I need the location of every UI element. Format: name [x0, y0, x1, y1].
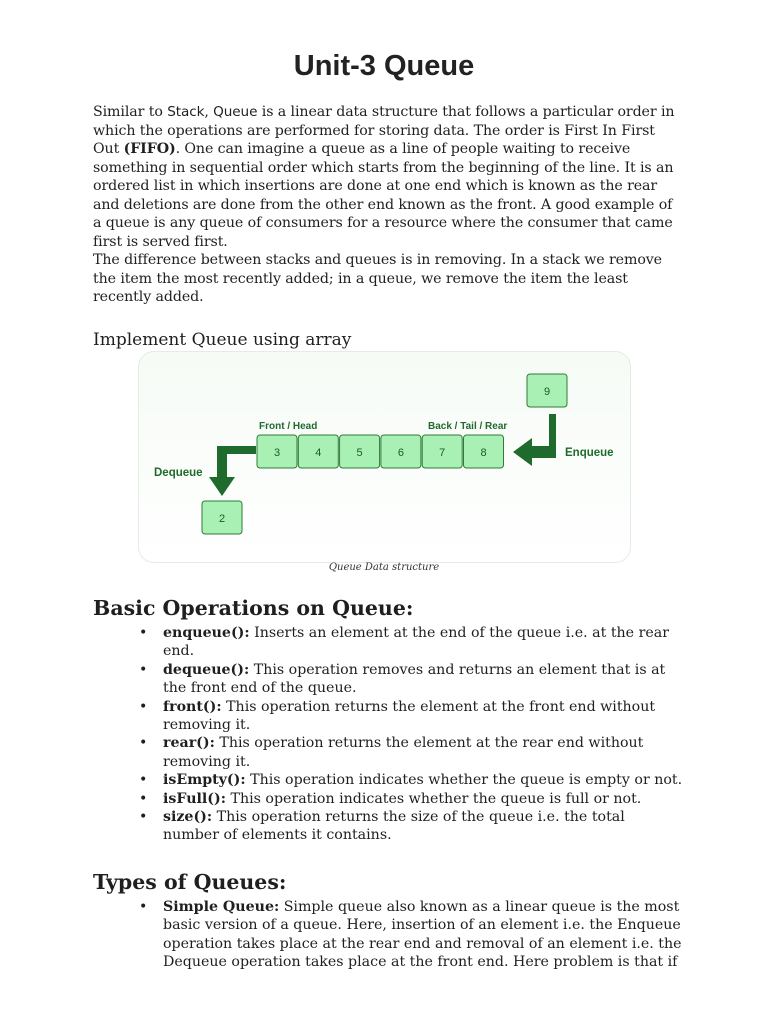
enqueue-label: Enqueue [565, 447, 614, 459]
back-label: Back / Tail / Rear [428, 421, 508, 432]
list-item [93, 771, 685, 789]
item-desc: This operation returns the element at the front end without removing it. [163, 698, 656, 734]
item-desc: This operation returns the size of the queue i.e. the total number of elements it contains. [163, 809, 625, 844]
item-desc: Simple queue also known as a linear queue is the most basic version of a queue. Here, insertion of an element i.e. the Enqueue operation takes place at the rear end and removal of an element i.e. the Dequeue operation takes place at the front end. Here problem is that if [163, 899, 682, 971]
item-name: dequeue(): [163, 661, 250, 678]
page-title: Unit-3 Queue [293, 50, 475, 82]
stack-term: Stack [167, 104, 205, 120]
queue-term: Queue [213, 104, 258, 120]
queue-item: 5 [356, 447, 363, 459]
item-name: Simple Queue: [163, 899, 280, 915]
item-desc: This operation removes and returns an element that is at the front end of the queue. [163, 661, 666, 697]
basic-ops-heading: Basic Operations on Queue: [93, 596, 414, 620]
item-name: enqueue(): [163, 625, 250, 641]
list-item [93, 898, 685, 972]
front-label: Front / Head [259, 421, 318, 432]
incoming-item: 9 [543, 386, 551, 398]
enqueue-arrow [513, 414, 556, 466]
difference-paragraph: The difference between stacks and queues is in removing. In a stack we remove the item the most recently added; in a queue, we remove the item the least recently added. [93, 252, 662, 305]
dequeue-label: Dequeue [154, 467, 203, 479]
figure-caption: Queue Data structure [328, 562, 440, 573]
types-list [93, 898, 685, 972]
item-name: isFull(): [163, 790, 226, 807]
queue-item: 7 [439, 447, 446, 459]
item-desc: This operation indicates whether the queue is full or not. [225, 790, 642, 807]
item-name: front(): [163, 698, 222, 715]
item-desc: This operation returns the element at the rear end without removing it. [163, 735, 644, 770]
item-name: rear(): [163, 735, 215, 752]
queue-item: 8 [480, 447, 487, 459]
list-item [93, 661, 685, 698]
basic-ops-list [93, 624, 685, 845]
queue-item: 6 [397, 447, 404, 459]
list-item [93, 624, 685, 661]
dequeue-arrow [209, 446, 256, 496]
item-desc: Inserts an element at the end of the queue i.e. at the rear end. [163, 625, 669, 660]
queue-diagram [138, 351, 631, 563]
item-name: isEmpty(): [163, 772, 246, 789]
implement-heading: Implement Queue using array [93, 330, 352, 350]
types-heading: Types of Queues: [93, 870, 287, 894]
queue-item: 4 [315, 447, 322, 459]
fifo-term: (FIFO) [123, 141, 176, 157]
list-item [93, 808, 685, 845]
removed-item: 2 [218, 513, 226, 525]
queue-item: 3 [273, 447, 281, 459]
queue-diagram-svg [139, 352, 630, 562]
list-item [93, 790, 685, 808]
intro-paragraph: Similar to Stack, Queue is a linear data structure that follows a particular order in which the operations are performed for storing data. The order is First In First Out (FIFO). One can imagine a queue as a line of people waiting to receive something in sequential order which starts from the beginning of the line. It is an ordered list in which insertions are done at one end which is known as the rear and deletions are done from the other end known as the front. A good example of a queue is any queue of consumers for a resource where the consumer that came first is served first. [93, 104, 675, 250]
item-name: size(): [163, 809, 213, 826]
list-item [93, 698, 685, 735]
list-item [93, 734, 685, 771]
item-desc: This operation indicates whether the queue is empty or not. [245, 772, 683, 789]
